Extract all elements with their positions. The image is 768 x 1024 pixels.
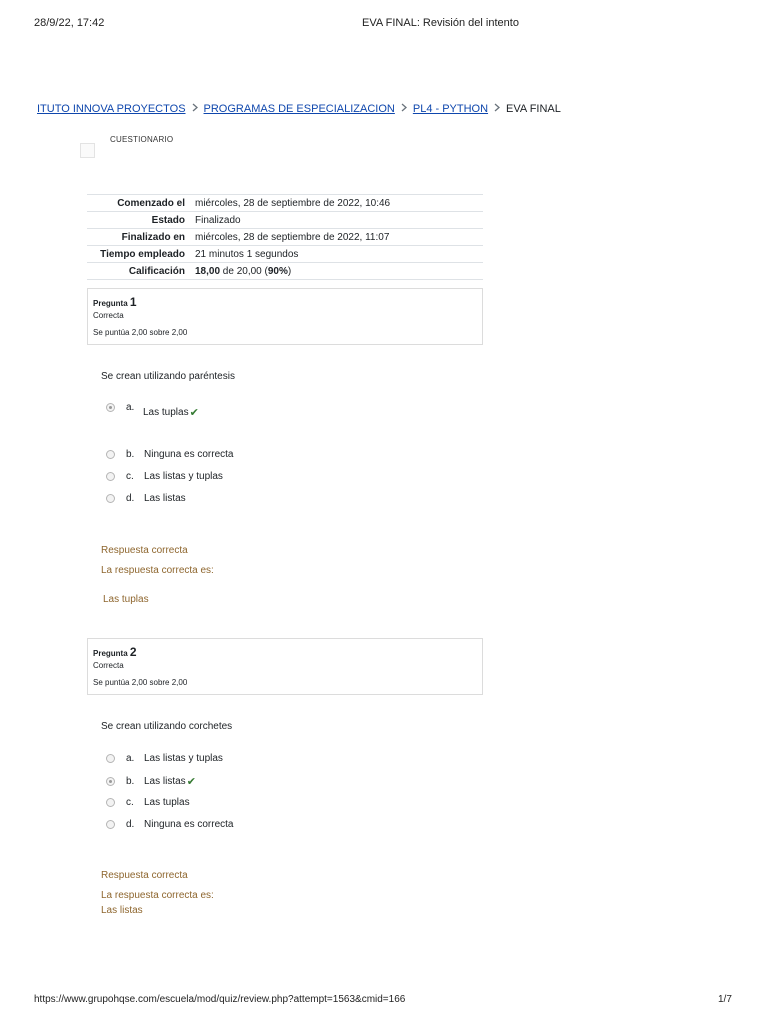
radio-button[interactable] [106,403,115,412]
question-prefix: Pregunta [93,649,128,658]
breadcrumb-link-institute[interactable]: ITUTO INNOVA PROYECTOS [37,103,186,115]
summary-value: miércoles, 28 de septiembre de 2022, 10:46 [195,195,483,212]
option-letter: a. [126,753,135,764]
answer-option-a[interactable] [106,753,223,764]
chevron-right-icon [186,103,204,115]
option-letter: a. [126,402,135,413]
question-info-box [87,638,483,695]
radio-button[interactable] [106,820,115,829]
option-text: Las tuplas [143,407,189,418]
option-text: Las listas y tuplas [144,471,223,482]
question-text: Se crean utilizando corchetes [101,721,233,732]
option-text: Las tuplas [144,797,190,808]
question-number-value: 2 [129,645,137,659]
chevron-right-icon [395,103,413,115]
chevron-right-icon [488,103,506,115]
option-text: Ninguna es correcta [144,449,234,460]
summary-row [87,246,483,263]
question-number [93,295,137,309]
answer-option-c[interactable] [106,471,223,482]
breadcrumb-link-programs[interactable]: PROGRAMAS DE ESPECIALIZACION [203,103,395,115]
question-state: Correcta [93,661,124,670]
feedback-status: Respuesta correcta [101,545,188,556]
option-letter: d. [126,493,135,504]
question-grade: Se puntúa 2,00 sobre 2,00 [93,328,188,337]
answer-option-b[interactable] [106,775,196,788]
grade-close: ) [287,265,292,277]
answer-option-a-text-wrap [143,406,199,419]
summary-label: Calificación [87,263,195,280]
summary-value: miércoles, 28 de septiembre de 2022, 11:07 [195,229,483,246]
option-text: Las listas [144,776,186,787]
option-text: Las listas [144,493,186,504]
option-letter: b. [126,776,135,787]
question-state: Correcta [93,311,124,320]
question-number-value: 1 [129,295,137,309]
grade-total: de 20,00 ( [220,265,268,277]
answer-option-d[interactable] [106,493,186,504]
activity-type-label: CUESTIONARIO [110,135,174,144]
question-number [93,645,137,659]
question-info-box [87,288,483,345]
answer-option-a[interactable] [106,402,144,413]
check-icon: ✔ [186,776,196,788]
print-page-number: 1/7 [718,994,732,1005]
radio-button[interactable] [106,798,115,807]
summary-row [87,263,483,280]
option-text: Las listas y tuplas [144,753,223,764]
option-letter: c. [126,797,134,808]
right-answer: Las listas [101,905,143,916]
summary-label: Estado [87,212,195,229]
radio-button[interactable] [106,450,115,459]
check-icon: ✔ [189,407,199,419]
question-prefix: Pregunta [93,299,128,308]
summary-value: 21 minutos 1 segundos [195,246,483,263]
grade-obtained: 18,00 [195,265,221,277]
summary-row [87,212,483,229]
breadcrumb-current: EVA FINAL [506,103,561,115]
option-text: Ninguna es correcta [144,819,234,830]
summary-label: Comenzado el [87,195,195,212]
feedback-status: Respuesta correcta [101,870,188,881]
option-letter: d. [126,819,135,830]
breadcrumb [37,103,561,115]
breadcrumb-link-course[interactable]: PL4 - PYTHON [412,103,489,115]
grade-percent: 90% [267,265,288,277]
answer-option-c[interactable] [106,797,190,808]
summary-value: Finalizado [195,212,483,229]
summary-label: Finalizado en [87,229,195,246]
question-text: Se crean utilizando paréntesis [101,371,235,382]
radio-button[interactable] [106,777,115,786]
print-url: https://www.grupohqse.com/escuela/mod/quiz/review.php?attempt=1563&cmid=166 [34,994,406,1005]
radio-button[interactable] [106,754,115,763]
answer-option-d[interactable] [106,819,234,830]
radio-button[interactable] [106,472,115,481]
radio-button[interactable] [106,494,115,503]
summary-row [87,229,483,246]
print-title: EVA FINAL: Revisión del intento [362,17,519,29]
summary-value [195,263,483,280]
attempt-summary-table [87,194,483,280]
question-grade: Se puntúa 2,00 sobre 2,00 [93,678,188,687]
summary-row [87,195,483,212]
option-letter: c. [126,471,134,482]
print-datetime: 28/9/22, 17:42 [34,17,105,29]
option-letter: b. [126,449,135,460]
quiz-icon [80,143,95,158]
summary-label: Tiempo empleado [87,246,195,263]
right-answer-label: La respuesta correcta es: [101,890,214,901]
answer-option-b[interactable] [106,449,234,460]
right-answer-label: La respuesta correcta es: [101,565,214,576]
right-answer: Las tuplas [103,594,149,605]
